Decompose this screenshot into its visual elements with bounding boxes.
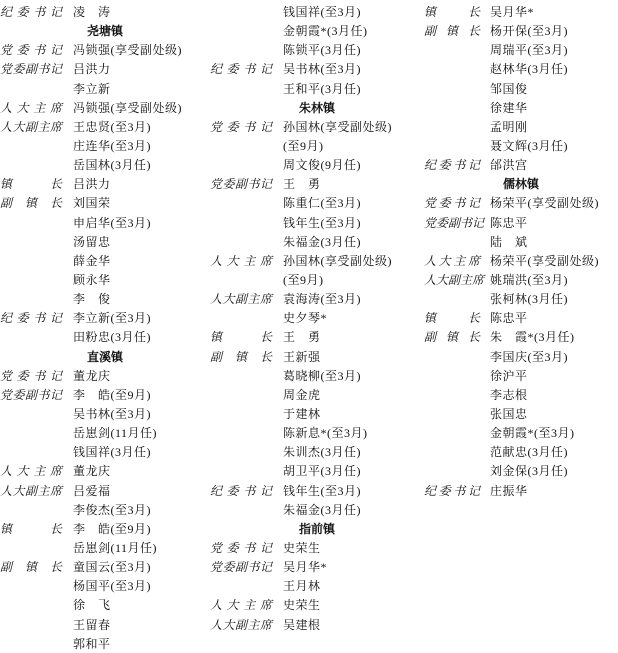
entry-row [210, 327, 424, 346]
person-name: 钱年生(至3月) [283, 215, 361, 230]
entry-row [210, 461, 424, 480]
entry-row [424, 442, 618, 461]
person-name: 杨开保(至3月) [490, 24, 568, 39]
entry-row [424, 213, 618, 232]
entry-row [424, 404, 618, 423]
entry-row [0, 136, 210, 155]
entry-row [0, 519, 210, 538]
person-name: 王月林 [283, 579, 321, 594]
person-name: 郭和平 [73, 636, 111, 651]
entry-row [424, 461, 618, 480]
person-name: 钱国祥(3月任) [73, 445, 151, 460]
position-title: 党委书记 [424, 196, 480, 211]
position-title: 党委副书记 [0, 387, 62, 402]
person-name: 史荣生 [283, 541, 321, 555]
entry-row [424, 232, 618, 251]
position-title: 党委副书记 [0, 62, 62, 77]
entry-row [0, 557, 210, 576]
position-title: 镇长 [424, 5, 480, 20]
entry-row [0, 461, 210, 480]
person-name: 赵林华(3月任) [490, 62, 568, 77]
entry-row [0, 155, 210, 174]
entry-row [210, 442, 424, 461]
town-heading: 直溪镇 [86, 349, 123, 364]
entry-row [210, 366, 424, 385]
entry-row [0, 289, 210, 308]
entry-row [424, 327, 618, 346]
person-name: 钱年生(至3月) [283, 483, 361, 498]
person-name: 孙国林(享受副处级) [283, 253, 392, 268]
entry-row [424, 366, 618, 385]
entry-row [424, 347, 618, 366]
person-name: (至9月) [283, 139, 324, 154]
entry-row [0, 193, 210, 212]
person-name: 周金虎 [283, 387, 321, 402]
person-name: 王 勇 [283, 330, 321, 345]
entry-row [424, 289, 618, 308]
position-title: 纪委书记 [424, 158, 480, 173]
person-name: 岳崽剑(11月任) [73, 541, 158, 555]
person-name: 陆 斌 [490, 234, 528, 249]
person-name: 李 皓(至9月) [73, 387, 151, 402]
person-name: 田粉忠(3月任) [73, 330, 151, 345]
entry-row [0, 404, 210, 423]
person-name: 胡卫平(3月任) [283, 464, 361, 479]
position-title: 人大副主席 [0, 119, 62, 134]
entry-row [210, 404, 424, 423]
entry-row [424, 193, 618, 212]
entry-row [0, 327, 210, 346]
person-name: 凌 涛 [73, 5, 111, 20]
position-title: 副镇长 [424, 330, 480, 345]
entry-row [424, 98, 618, 117]
person-name: 张国忠 [490, 407, 528, 422]
entry-row [210, 385, 424, 404]
person-name: 钱国祥(至3月) [283, 5, 361, 20]
person-name: 聂文辉(3月任) [490, 139, 568, 154]
person-name: 岳崽剑(11月任) [73, 426, 158, 441]
person-name: 岳国林(3月任) [73, 158, 151, 173]
position-title: 党委副书记 [210, 177, 272, 192]
person-name: 陈重仁(至3月) [283, 196, 361, 211]
entry-row [0, 500, 210, 519]
person-name: 邹国俊 [490, 81, 528, 96]
person-name: 朱福金(3月任) [283, 234, 361, 249]
entry-row [424, 40, 618, 59]
entry-row [424, 423, 618, 442]
person-name: 金朝霞*(3月任) [283, 24, 368, 39]
person-name: 庄振华 [490, 483, 528, 498]
position-title: 人大主席 [210, 253, 272, 268]
entry-row [0, 59, 210, 78]
position-title: 镇长 [424, 311, 480, 326]
entry-row [210, 423, 424, 442]
entry-row [424, 270, 618, 289]
entry-row [210, 117, 424, 136]
person-name: 吴书林(至3月) [73, 407, 151, 422]
position-title: 镇长 [210, 330, 272, 345]
person-name: 陈忠平 [490, 311, 528, 326]
position-title: 党委副书记 [424, 215, 485, 230]
entry-row [210, 21, 424, 40]
entry-row [210, 347, 424, 366]
person-name: 杨荣平(享受副处级) [490, 196, 599, 211]
person-name: 吕洪力 [73, 62, 111, 77]
person-name: 吕爱福 [73, 483, 111, 498]
entry-row [210, 289, 424, 308]
entry-row [210, 193, 424, 212]
person-name: 王忠贤(至3月) [73, 119, 151, 134]
roster-column-1 [0, 2, 210, 653]
entry-row [210, 500, 424, 519]
person-name: 冯锁强(享受副处级) [73, 100, 182, 115]
entry-row [210, 136, 424, 155]
position-title: 人大副主席 [424, 273, 485, 288]
person-name: 李 俊 [73, 292, 111, 307]
person-name: 吕洪力 [73, 177, 111, 192]
entry-row [424, 21, 618, 40]
entry-row [0, 634, 210, 653]
town-heading: 朱林镇 [298, 100, 335, 115]
entry-row [0, 174, 210, 193]
entry-row [210, 79, 424, 98]
entry-row [210, 251, 424, 270]
entry-row [0, 270, 210, 289]
person-name: 于建林 [283, 407, 321, 422]
person-name: 范献忠(3月任) [490, 445, 568, 460]
entry-row [0, 251, 210, 270]
position-title: 人大主席 [210, 598, 272, 613]
person-name: 董龙庆 [73, 368, 111, 383]
entry-row [424, 308, 618, 327]
position-title: 镇长 [0, 177, 62, 192]
person-name: 童国云(至3月) [73, 560, 151, 575]
person-name: 薛金华 [73, 253, 111, 268]
position-title: 纪委书记 [424, 483, 480, 498]
position-title: 党委书记 [210, 119, 272, 134]
entry-row [0, 308, 210, 327]
person-name: 王新强 [283, 349, 321, 364]
entry-row [210, 557, 424, 576]
entry-row [424, 59, 618, 78]
person-name: 吴建根 [283, 617, 321, 632]
person-name: 顾永华 [73, 273, 111, 288]
position-title: 副镇长 [0, 196, 62, 211]
person-name: 朱训杰(3月任) [283, 445, 361, 460]
person-name: 吴月华* [283, 560, 328, 575]
person-name: 申启华(至3月) [73, 215, 151, 230]
entry-row [210, 481, 424, 500]
person-name: 王 勇 [283, 177, 321, 192]
entry-row [210, 2, 424, 21]
person-name: 吴月华* [490, 5, 535, 20]
entry-row [424, 251, 618, 270]
entry-row [210, 213, 424, 232]
person-name: 陈新息*(至3月) [283, 426, 368, 441]
entry-row [0, 595, 210, 614]
position-title: 党委副书记 [210, 560, 272, 575]
town-heading: 儒林镇 [502, 177, 539, 192]
entry-row [0, 117, 210, 136]
position-title: 人大副主席 [210, 617, 272, 632]
person-name: 朱 霞*(3月任) [490, 330, 575, 345]
entry-row [210, 174, 424, 193]
roster-column-2 [210, 2, 424, 653]
entry-row [0, 232, 210, 251]
person-name: 陈忠平 [490, 215, 528, 230]
position-title: 纪委书记 [210, 62, 272, 77]
entry-row [424, 2, 618, 21]
entry-row [0, 615, 210, 634]
person-name: 李国庆(至3月) [490, 349, 568, 364]
entry-row [0, 538, 210, 557]
position-title: 副镇长 [424, 24, 480, 39]
entry-row [0, 40, 210, 59]
person-name: 金朝霞*(至3月) [490, 426, 575, 441]
person-name: 李立新 [73, 81, 111, 96]
entry-row [424, 385, 618, 404]
entry-row [424, 155, 618, 174]
person-name: 刘国荣 [73, 196, 111, 211]
entry-row [0, 481, 210, 500]
person-name: 朱福金(3月任) [283, 502, 361, 517]
entry-row [0, 79, 210, 98]
position-title: 纪委书记 [210, 483, 272, 498]
person-name: 董龙庆 [73, 464, 111, 479]
person-name: 冯锁强(享受副处级) [73, 43, 182, 58]
entry-row [210, 576, 424, 595]
entry-row [210, 40, 424, 59]
entry-row [210, 308, 424, 327]
position-title: 人大主席 [424, 253, 480, 268]
person-name: 汤留忠 [73, 234, 111, 249]
position-title: 纪委书记 [0, 311, 62, 326]
roster-column-3 [424, 2, 618, 653]
entry-row [210, 59, 424, 78]
position-title: 人大主席 [0, 100, 62, 115]
entry-row [0, 442, 210, 461]
person-name: 陈锁平(3月任) [283, 43, 361, 58]
entry-row [424, 136, 618, 155]
person-name: 李立新(至3月) [73, 311, 151, 326]
position-title: 党委书记 [210, 541, 272, 555]
person-name: 徐 飞 [73, 598, 111, 613]
entry-row [0, 576, 210, 595]
town-heading: 指前镇 [298, 521, 335, 536]
entry-row [210, 232, 424, 251]
person-name: 王留春 [73, 617, 111, 632]
entry-row [210, 615, 424, 634]
person-name: (至9月) [283, 273, 324, 288]
entry-row [210, 270, 424, 289]
person-name: 徐建华 [490, 100, 528, 115]
person-name: 杨国平(至3月) [73, 579, 151, 594]
person-name: 葛晓柳(至3月) [283, 368, 361, 383]
position-title: 党委书记 [0, 43, 62, 58]
entry-row [0, 423, 210, 442]
entry-row [0, 366, 210, 385]
entry-row [424, 117, 618, 136]
entry-row [210, 595, 424, 614]
entry-row [0, 385, 210, 404]
person-name: 姚瑞洪(至3月) [490, 273, 568, 288]
person-name: 周瑞平(至3月) [490, 43, 568, 58]
entry-row [0, 2, 210, 21]
person-name: 李俊杰(至3月) [73, 502, 151, 517]
entry-row [0, 213, 210, 232]
person-name: 邰洪宫 [490, 158, 528, 173]
person-name: 庄连华(至3月) [73, 139, 151, 154]
position-title: 纪委书记 [0, 5, 62, 20]
person-name: 史荣生 [283, 598, 321, 613]
entry-row [424, 481, 618, 500]
entry-row [210, 155, 424, 174]
position-title: 人大副主席 [210, 292, 272, 307]
person-name: 李志根 [490, 387, 528, 402]
position-title: 人大副主席 [0, 483, 62, 498]
position-title: 镇长 [0, 521, 62, 536]
person-name: 袁海涛(至3月) [283, 292, 361, 307]
town-heading: 尧塘镇 [86, 24, 123, 39]
person-name: 吴书林(至3月) [283, 62, 361, 77]
entry-row [424, 79, 618, 98]
person-name: 张柯林(3月任) [490, 292, 568, 307]
entry-row [210, 538, 424, 557]
person-name: 刘金保(3月任) [490, 464, 568, 479]
position-title: 副镇长 [0, 560, 62, 575]
person-name: 王和平(3月任) [283, 81, 361, 96]
entry-row [0, 98, 210, 117]
person-name: 周文俊(9月任) [283, 158, 361, 173]
person-name: 史夕琴* [283, 311, 328, 326]
person-name: 杨荣平(享受副处级) [490, 253, 599, 268]
position-title: 人大主席 [0, 464, 62, 479]
person-name: 孟明刚 [490, 119, 528, 134]
position-title: 副镇长 [210, 349, 272, 364]
person-name: 徐沪平 [490, 368, 528, 383]
person-name: 李 皓(至9月) [73, 521, 151, 536]
person-name: 孙国林(享受副处级) [283, 119, 392, 134]
position-title: 党委书记 [0, 368, 62, 383]
